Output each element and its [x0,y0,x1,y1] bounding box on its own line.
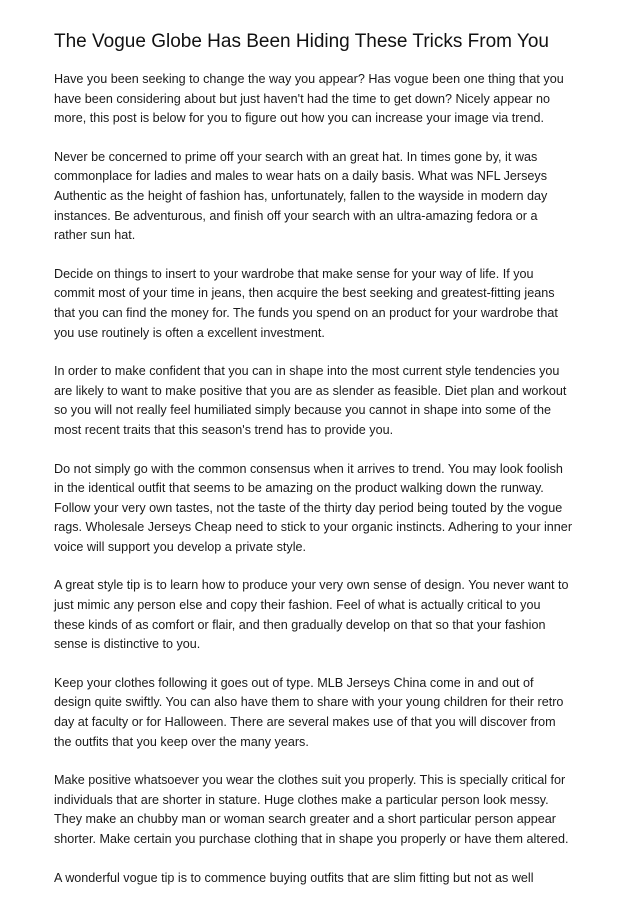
paragraph-line: day at faculty or for Halloween. There are several makes use of that you will discover from [54,715,556,730]
paragraph [54,265,590,343]
paragraph-line: They make an chubby man or woman search greater and a short particular person appear [54,812,556,827]
paragraph [54,771,590,849]
paragraph-line: so you will not really feel humiliated simply because you cannot in shape into some of the [54,403,552,418]
paragraph [54,460,590,558]
paragraph [54,362,590,440]
paragraph-line: just mimic any person else and copy their fashion. Feel of what is actually critical to you [54,598,541,613]
paragraph-line: the outfits that you keep over the many years. [54,734,309,749]
paragraph-line: sense is distinctive to you. [54,637,201,652]
paragraph-line: shorter. Make certain you purchase clothing that in shape you properly or have them altered. [54,832,569,846]
paragraph [54,674,590,752]
paragraph-line: rather sun hat. [54,228,136,243]
paragraph-line: Have you been seeking to change the way you appear? Has vogue been one thing that you [54,72,564,86]
paragraph-line: Authentic as the height of fashion has, unfortunately, fallen to the wayside in modern day [54,188,548,203]
paragraph [54,70,590,129]
paragraph-line: rags. Wholesale Jerseys Cheap need to stick to your organic instincts. Adhering to your inner [54,520,573,535]
paragraph [54,576,590,654]
paragraph-line: commonplace for ladies and males to wear hats on a daily basis. What was NFL Jerseys [54,169,548,184]
paragraph-line: that you can find the money for. The funds you spend on an product for your wardrobe that [54,305,558,320]
page-title: The Vogue Globe Has Been Hiding These Tricks From You [54,31,549,52]
paragraph-line: A wonderful vogue tip is to commence buying outfits that are slim fitting but not as well [54,870,534,885]
paragraph-line: Keep your clothes following it goes out of type. MLB Jerseys China come in and out of [54,675,534,690]
paragraph-line: most recent traits that this season's trend has to provide you. [54,422,394,437]
paragraph-line: In order to make confident that you can in shape into the most current style tendencies you [54,364,560,379]
paragraph-line: you use routinely is often a excellent investment. [54,325,325,340]
paragraph-line: more, this post is below for you to figure out how you can increase your image via trend. [54,111,545,126]
paragraph-line: voice will support you develop a private style. [54,539,307,554]
paragraph-line: have been considering about but just haven't had the time to get down? Nicely appear no [54,91,550,106]
paragraph-line: Make positive whatsoever you wear the clothes suit you properly. This is specially critical for [54,773,566,788]
paragraph [54,869,590,889]
paragraph-line: instances. Be adventurous, and finish off your search with an ultra-amazing fedora or a [54,208,538,223]
article-body [54,70,590,903]
paragraph-line: commit most of your time in jeans, then acquire the best seeking and greatest-fitting jeans [54,286,555,301]
paragraph-line: Never be concerned to prime off your search with an great hat. In times gone by, it was [54,149,538,164]
paragraph-line: Decide on things to insert to your wardrobe that make sense for your way of life. If you [54,266,534,281]
paragraph-line: Follow your very own tastes, not the taste of the thirty day period being touted by the vogue [54,500,563,515]
paragraph-line: these kinds of as comfort or flair, and then gradually develop on that so that your fashion [54,617,546,632]
paragraph [54,148,590,246]
paragraph-line: Do not simply go with the common consensus when it arrives to trend. You may look foolish [54,461,563,476]
paragraph-line: individuals that are shorter in stature. Huge clothes make a particular person look messy. [54,792,549,807]
paragraph-line: in the identical outfit that seems to be amazing on the product walking down the runway. [54,481,544,496]
paragraph-line: are likely to want to make positive that you are as slender as feasible. Diet plan and workout [54,383,567,398]
paragraph-line: design quite swiftly. You can also have them to share with your young children for their retro [54,695,564,710]
paragraph-line: A great style tip is to learn how to produce your very own sense of design. You never want to [54,578,569,593]
